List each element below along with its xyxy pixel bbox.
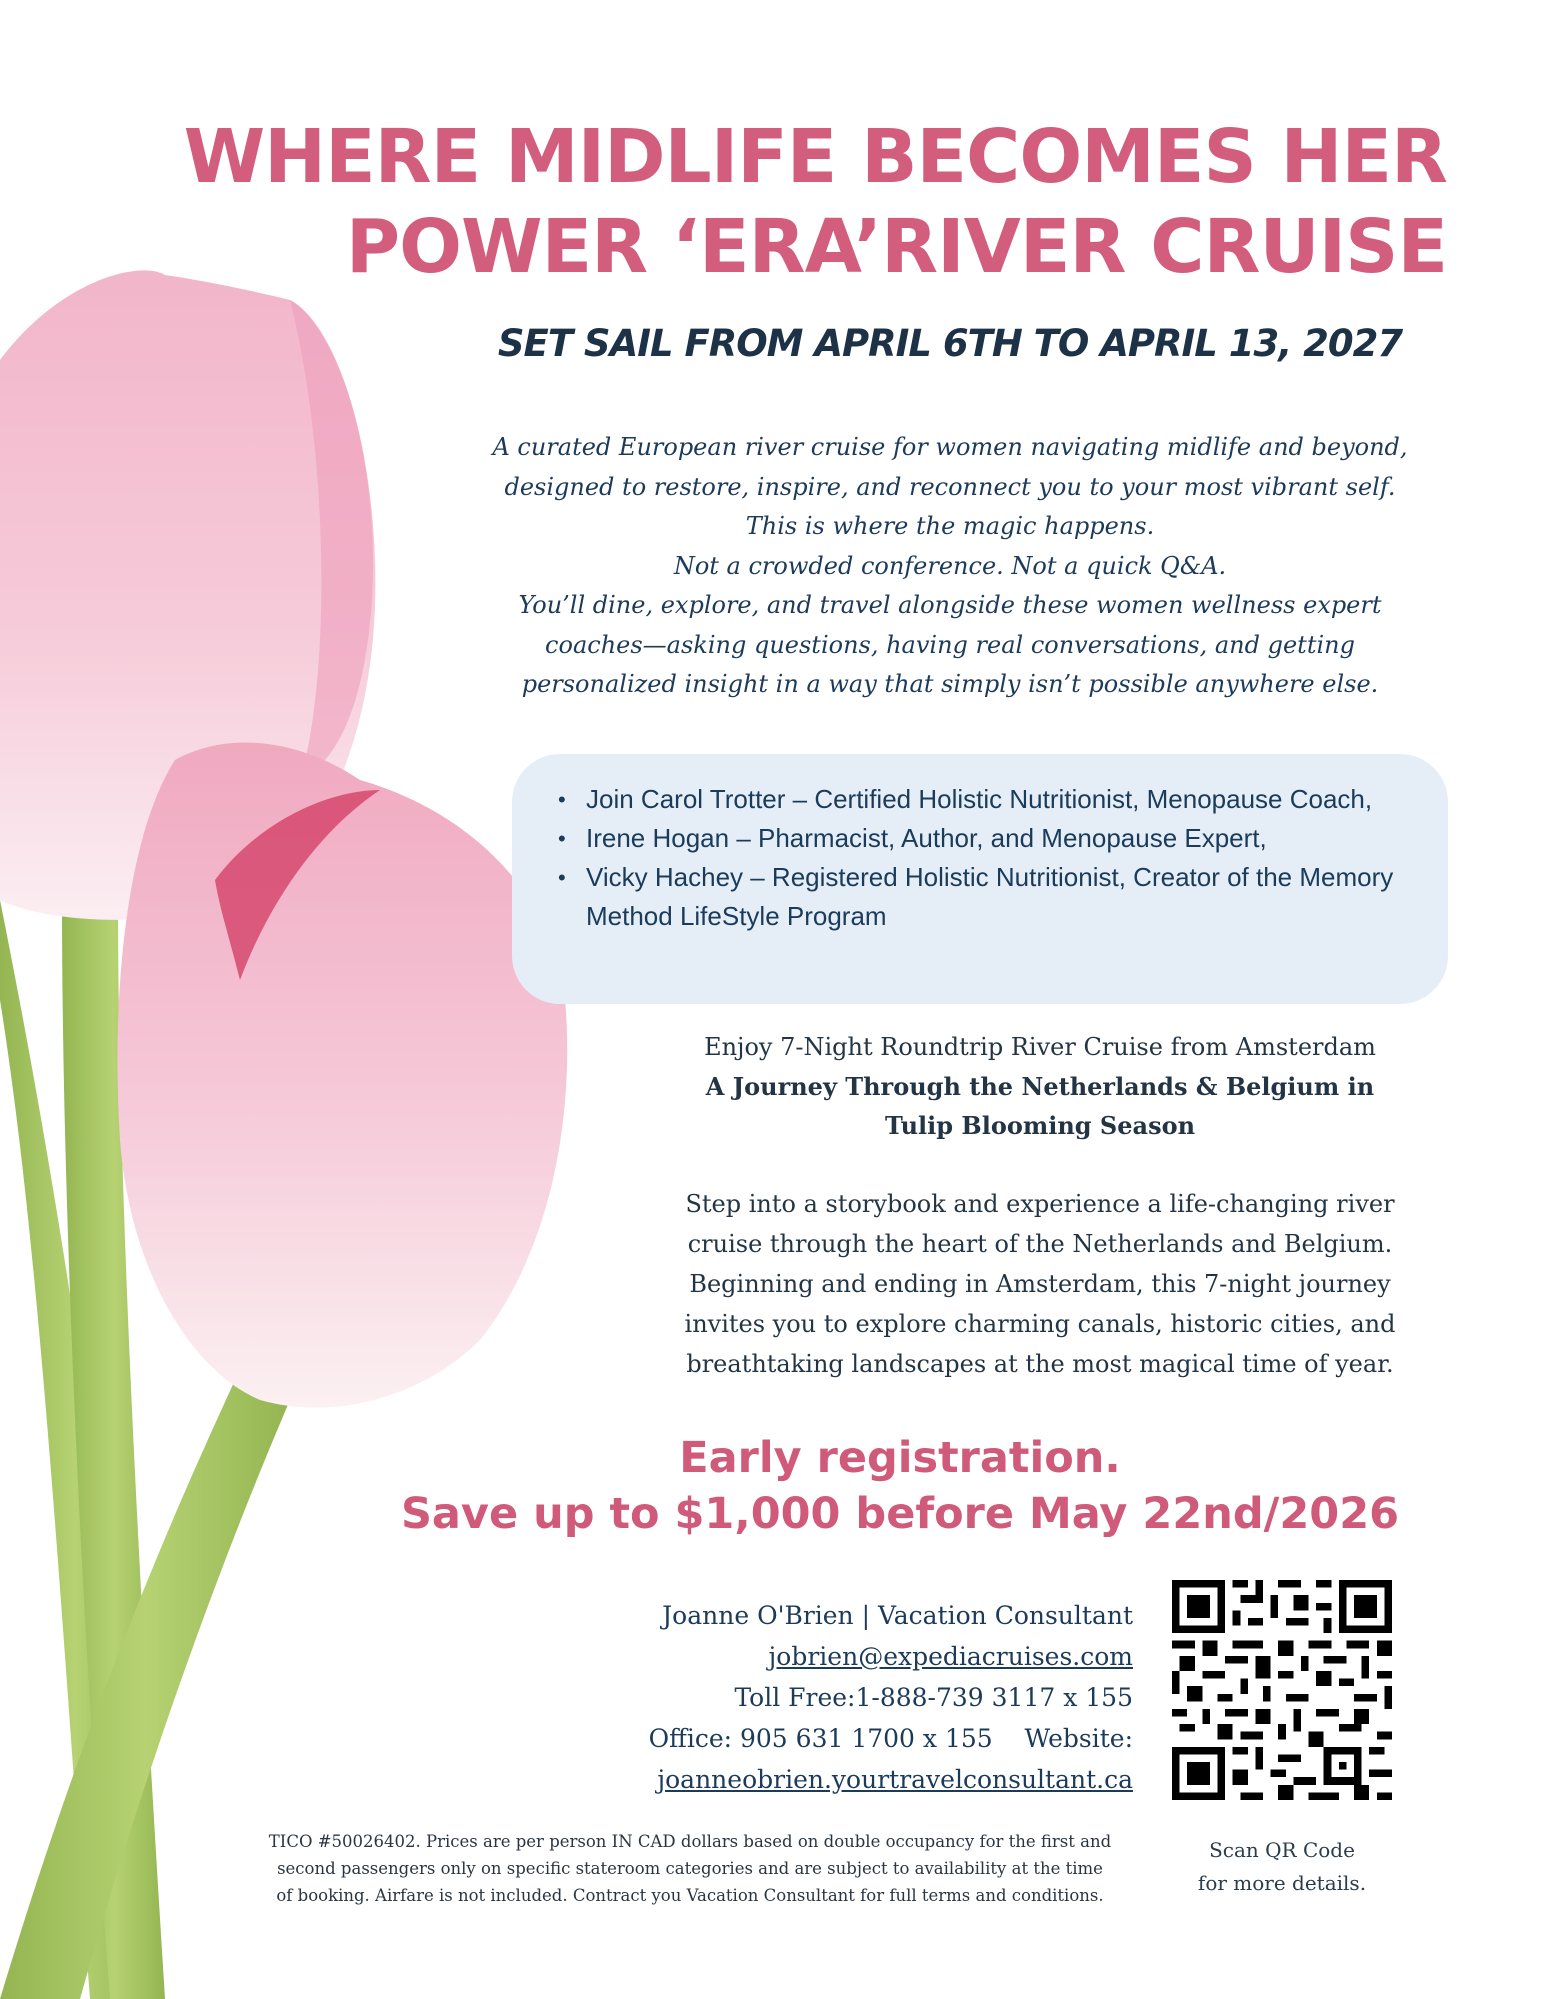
title-line-1: WHERE MIDLIFE BECOMES HER	[183, 114, 1447, 200]
intro-line: A curated European river cruise for women navigating midlife and beyond,	[492, 433, 1408, 461]
contact-block	[573, 1595, 1133, 1800]
cruise-headline-1: A Journey Through the Netherlands & Belgium in	[705, 1072, 1375, 1101]
sail-dates: SET SAIL FROM APRIL 6TH TO APRIL 13, 2027	[497, 322, 1403, 365]
intro-paragraph	[470, 428, 1430, 705]
bullet-icon: •	[558, 787, 566, 812]
cruise-info	[660, 1028, 1420, 1145]
disclaimer-line: of booking. Airfare is not included. Contract you Vacation Consultant for full terms and conditions.	[276, 1886, 1104, 1905]
disclaimer	[240, 1828, 1140, 1909]
disclaimer-line: TICO #50026402. Prices are per person IN CAD dollars based on double occupancy for the first and	[268, 1832, 1112, 1851]
email-link[interactable]: jobrien@expediacruises.com	[768, 1642, 1133, 1671]
cruise-headline-2: Tulip Blooming Season	[884, 1111, 1196, 1140]
disclaimer-line: second passengers only on specific stateroom categories and are subject to availability at the time	[277, 1859, 1103, 1878]
website-link[interactable]: joanneobrien.yourtravelconsultant.ca	[657, 1765, 1133, 1794]
early-registration-promo	[380, 1430, 1420, 1542]
intro-line: Not a crowded conference. Not a quick Q&A.	[673, 551, 1227, 580]
intro-line: coaches—asking questions, having real conversations, and getting	[545, 630, 1355, 659]
cruise-description	[660, 1184, 1420, 1384]
description-line: Step into a storybook and experience a life-changing river	[685, 1190, 1395, 1218]
qr-caption-line-2: for more details.	[1197, 1871, 1367, 1895]
bullet-icon: •	[558, 865, 566, 890]
promo-line-2: Save up to $1,000 before May 22nd/2026	[400, 1489, 1400, 1539]
page-title	[147, 112, 1447, 292]
consultant-name: Joanne O'Brien | Vacation Consultant	[662, 1601, 1133, 1630]
intro-line: You’ll dine, explore, and travel alongside these women wellness expert	[518, 591, 1382, 619]
tulip-illustration	[0, 0, 600, 1999]
description-line: Beginning and ending in Amsterdam, this 7-night journey	[689, 1270, 1391, 1298]
experts-panel	[512, 754, 1448, 1004]
qr-code[interactable]	[1172, 1580, 1392, 1800]
title-line-2: POWER ‘ERA’RIVER CRUISE	[345, 204, 1447, 290]
expert-item	[556, 780, 1408, 819]
qr-caption-line-1: Scan QR Code	[1209, 1838, 1355, 1862]
expert-text: Vicky Hachey – Registered Holistic Nutritionist, Creator of the Memory Method LifeStyle Program	[586, 862, 1394, 931]
expert-text: Join Carol Trotter – Certified Holistic Nutritionist, Menopause Coach,	[586, 784, 1373, 814]
description-line: breathtaking landscapes at the most magical time of year.	[686, 1350, 1394, 1378]
intro-line: personalized insight in a way that simply isn’t possible anywhere else.	[521, 670, 1379, 698]
promo-line-1: Early registration.	[679, 1433, 1121, 1483]
cruise-tagline: Enjoy 7-Night Roundtrip River Cruise from Amsterdam	[704, 1033, 1376, 1061]
expert-text: Irene Hogan – Pharmacist, Author, and Menopause Expert,	[586, 823, 1267, 853]
qr-caption	[1172, 1834, 1392, 1900]
description-line: invites you to explore charming canals, historic cities, and	[684, 1310, 1396, 1338]
description-line: cruise through the heart of the Netherlands and Belgium.	[687, 1230, 1393, 1258]
office-phone: Office: 905 631 1700 x 155 Website:	[648, 1724, 1133, 1753]
toll-free-phone: Toll Free:1-888-739 3117 x 155	[734, 1683, 1133, 1712]
experts-list	[556, 780, 1408, 936]
intro-line: This is where the magic happens.	[745, 512, 1155, 540]
expert-item	[556, 858, 1408, 936]
intro-line: designed to restore, inspire, and reconnect you to your most vibrant self.	[504, 472, 1396, 501]
bullet-icon: •	[558, 826, 566, 851]
expert-item	[556, 819, 1408, 858]
